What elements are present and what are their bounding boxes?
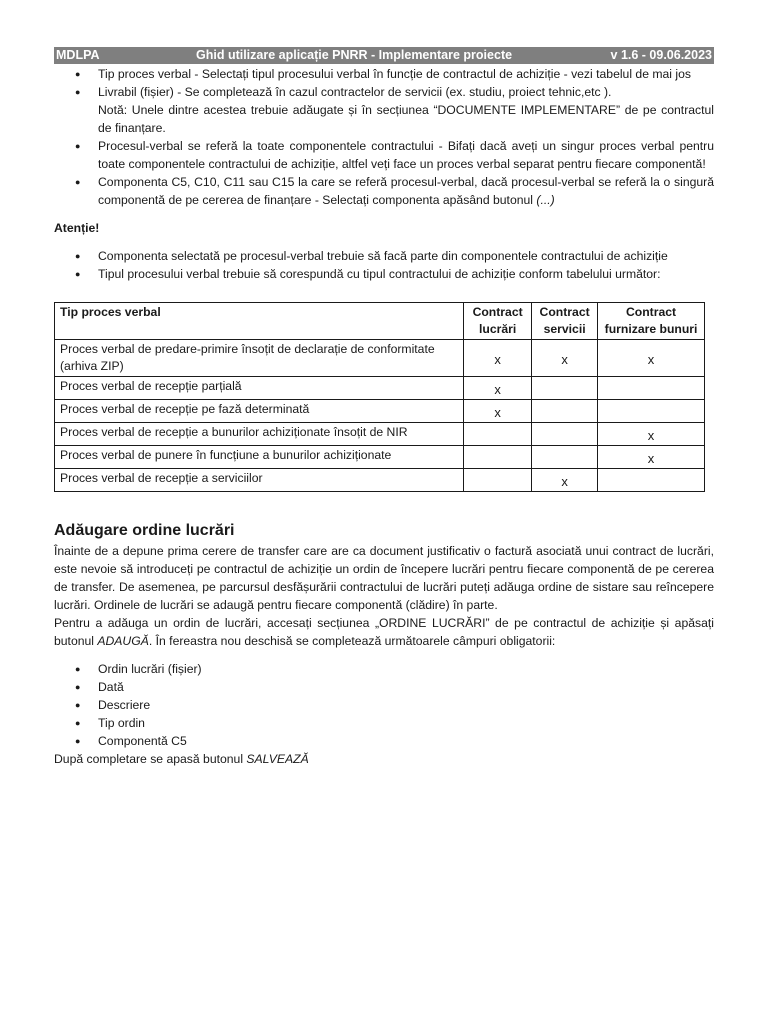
proces-verbal-table bbox=[54, 302, 705, 492]
list-item: ● Tipul procesului verbal trebuie să corespundă cu tipul contractului de achiziție conform tabelului următor: bbox=[54, 265, 714, 283]
list-item: ● Procesul-verbal se referă la toate componentele contractului - Bifați dacă aveți un singur proces verbal pentru toate componentele contractului de achiziție, altfel veți face un proces verbal separat pentru fiecare componentă! bbox=[54, 137, 714, 173]
mark-lucrari bbox=[464, 423, 532, 446]
document-body bbox=[54, 65, 714, 768]
mark-lucrari: x bbox=[464, 340, 532, 377]
list-item: ● Dată bbox=[54, 678, 714, 696]
mark-servicii bbox=[532, 400, 598, 423]
table-row bbox=[55, 377, 705, 400]
list-item: ● Componenta selectată pe procesul-verbal trebuie să facă parte din componentele contractului de achiziție bbox=[54, 247, 714, 265]
row-label: Proces verbal de predare-primire însoțit de declarație de conformitate (arhiva ZIP) bbox=[55, 340, 464, 377]
row-label: Proces verbal de punere în funcțiune a bunurilor achiziționate bbox=[55, 446, 464, 469]
list-item: ● Tip ordin bbox=[54, 714, 714, 732]
row-label: Proces verbal de recepție a bunurilor achiziționate însoțit de NIR bbox=[55, 423, 464, 446]
table-row bbox=[55, 400, 705, 423]
paragraph: Pentru a adăuga un ordin de lucrări, accesați secțiunea „ORDINE LUCRĂRI” de pe contractul de achiziție și apăsați butonul ADAUGĂ. În fereastra nou deschisă se completează următoarele câmpuri obligatorii: bbox=[54, 616, 714, 648]
list-item: ● Ordin lucrări (fișier) bbox=[54, 660, 714, 678]
table-header-cell: Tip proces verbal bbox=[55, 303, 464, 340]
mark-furnizare bbox=[598, 469, 705, 492]
header-org: MDLPA bbox=[56, 48, 100, 62]
table-header-cell: Contract furnizare bunuri bbox=[598, 303, 705, 340]
row-label: Proces verbal de recepție parțială bbox=[55, 377, 464, 400]
table-header-cell: Contract lucrări bbox=[464, 303, 532, 340]
note-text: Notă: Unele dintre acestea trebuie adăugate și în secțiunea “DOCUMENTE IMPLEMENTARE” de pe contractul de finanțare. bbox=[98, 103, 714, 135]
field-descriptions-list bbox=[54, 65, 714, 209]
attention-heading: Atenție! bbox=[54, 221, 100, 235]
paragraph: Înainte de a depune prima cerere de transfer care are ca document justificativ o factură asociată unui contract de lucrări, este nevoie să introduceți pe contractul de achiziție un ordin de începere lucrări pentru fiecare componentă de pe cererea de transfer. De asemenea, pe parcursul desfășurării contractului de lucrări puteți adăuga ordine de sistare sau reîncepere lucrări. Ordinele de lucrări se adaugă pentru fiecare componentă (clădire) în parte. bbox=[54, 544, 714, 612]
list-item: ● Livrabil (fișier) - Se completează în cazul contractelor de servicii (ex. studiu, proiect tehnic,etc ). Notă: Unele dintre acestea trebuie adăugate și în secțiunea “DOCUMENTE IMPLEMENTARE” de pe contractul de finanțare. bbox=[54, 83, 714, 137]
table-row bbox=[55, 340, 705, 377]
table-header-cell: Contract servicii bbox=[532, 303, 598, 340]
ellipsis-button-ref: (...) bbox=[536, 193, 555, 207]
adauga-button-ref: ADAUGĂ bbox=[97, 634, 149, 648]
list-item: ● Descriere bbox=[54, 696, 714, 714]
list-item: ● Tip proces verbal - Selectați tipul procesului verbal în funcție de contractul de achiziție - vezi tabelul de mai jos bbox=[54, 65, 714, 83]
header-version: v 1.6 - 09.06.2023 bbox=[610, 48, 712, 62]
paragraph: După completare se apasă butonul SALVEAZĂ bbox=[54, 752, 309, 766]
attention-list bbox=[54, 247, 714, 283]
header-title: Ghid utilizare aplicație PNRR - Implementare proiecte bbox=[196, 48, 513, 62]
mark-servicii: x bbox=[532, 469, 598, 492]
section-title: Adăugare ordine lucrări bbox=[54, 522, 235, 539]
mark-servicii bbox=[532, 446, 598, 469]
mandatory-fields-list bbox=[54, 660, 714, 750]
mark-furnizare bbox=[598, 400, 705, 423]
row-label: Proces verbal de recepție a serviciilor bbox=[55, 469, 464, 492]
mark-lucrari bbox=[464, 469, 532, 492]
mark-lucrari: x bbox=[464, 400, 532, 423]
list-item: ● Componenta C5, C10, C11 sau C15 la care se referă procesul-verbal, dacă procesul-verbal se referă la o singură componentă de pe cererea de finanțare - Selectați componenta apăsând butonul (...) bbox=[54, 173, 714, 209]
mark-lucrari bbox=[464, 446, 532, 469]
row-label: Proces verbal de recepție pe fază determinată bbox=[55, 400, 464, 423]
salveaza-button-ref: SALVEAZĂ bbox=[246, 752, 309, 766]
mark-lucrari: x bbox=[464, 377, 532, 400]
mark-servicii bbox=[532, 377, 598, 400]
mark-furnizare: x bbox=[598, 423, 705, 446]
table-row bbox=[55, 423, 705, 446]
table-header-row bbox=[55, 303, 705, 340]
mark-furnizare: x bbox=[598, 446, 705, 469]
page-header bbox=[54, 47, 714, 64]
table-row bbox=[55, 469, 705, 492]
mark-servicii bbox=[532, 423, 598, 446]
mark-furnizare: x bbox=[598, 340, 705, 377]
table-row bbox=[55, 446, 705, 469]
mark-furnizare bbox=[598, 377, 705, 400]
mark-servicii: x bbox=[532, 340, 598, 377]
list-item: ● Componentă C5 bbox=[54, 732, 714, 750]
